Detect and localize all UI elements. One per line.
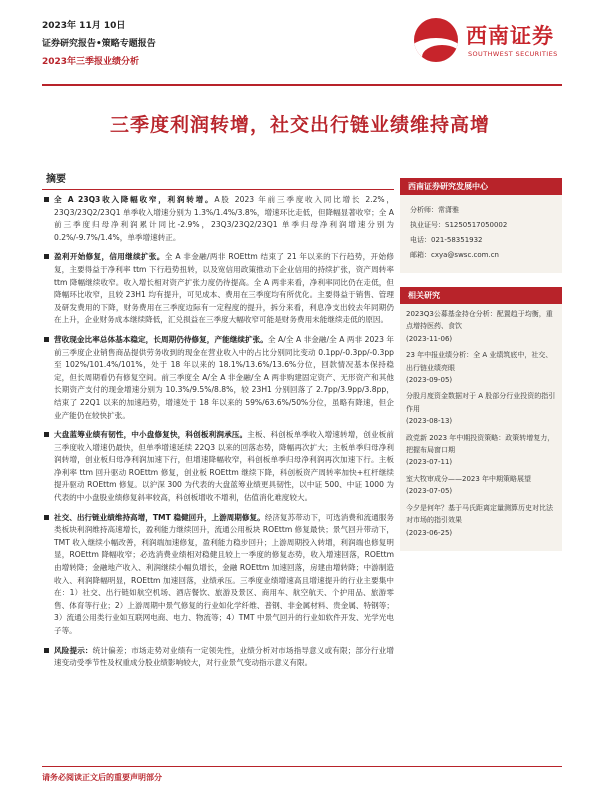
- bullet-lead: 大盘蓝筹业绩有韧性，中小盘修复快，科创板利润承压。: [54, 430, 248, 440]
- abstract-divider: [42, 189, 394, 190]
- related-item-date: (2023-07-05): [406, 487, 453, 496]
- bullet-text: 全 A/全 A 非金融/全 A 两非 2023 年前三季度企业销售商品提供劳务收到的现金在营业收入中的占比分别同比变动 0.1pp/-0.3pp/-0.3pp 至 102%/101.4%/101%，处于 18 年以来的 18.1%/13.6%/13.6%分位，回款情况基本保持稳定，但长周期看仍有修复空间。前三季度全 A/全 A 非金融/全 A 两非购建固定资产、无形资产和其他长期资产支付的现金增速分别为 10.3%/9.5%/8.8%，较 23H1 分别回落了 2.7pp/3.9pp/3.8pp，结束了 22Q1 以来的加速趋势，增速处于 18 年以来的 59%/63.6%/50%分位，虽略有降速，但企业产能仍在较快扩张。: [54, 334, 394, 420]
- abstract-bullet: [42, 334, 394, 422]
- bullet-lead: 营收现金比率总体基本稳定，长周期仍待修复，产能继续扩张。: [54, 334, 268, 344]
- abstract-bullet: [42, 512, 394, 638]
- related-item-date: (2023-07-11): [406, 458, 453, 467]
- bullet-text: 全 A 非金融/两非 ROEttm 结束了 21 年以来的下行趋势，开始修复，主要得益于净利率 ttm 下行趋势扭转，以及宽信用政策推动下企业信用的持续扩张，资产周转率 ttm 降幅继续收窄。收入增长相对资产扩张力度仍待提高。全 A 两非来看，净利率同比仍在走低，但降幅环比收窄，且较 23H1 均有提升，可见成本、费用在三季度均有所优化。主要得益于销售、管理及研发费用的下降，财务费用在三季度边际有一定程度的提升，拆分来看，利息净支出较去年同期仍在上升，企业财务成本继续降低，汇兑损益在三季度大幅收窄可能是财务费用未能继续走低的原因。: [54, 252, 394, 325]
- bullet-square-icon: [44, 432, 49, 437]
- bullet-square-icon: [44, 254, 49, 259]
- logo-name-cn: 西南证券: [466, 23, 554, 48]
- related-heading: 相关研究: [400, 287, 562, 304]
- page-title: 三季度利润转增，社交出行链业绩维持高增: [109, 114, 490, 136]
- report-series: 2023年三季报业绩分析: [42, 57, 140, 67]
- related-item-title: 分股月度资金数据对于 A 股部分行业投资的指引作用: [406, 392, 556, 413]
- report-type: 证券研究报告•策略专题报告: [42, 39, 156, 49]
- bullet-text: 统计偏差；市场走势对业绩有一定领先性，业绩分析对市场指导意义或有限；部分行业增速变动受季节性及权重成分股业绩影响较大，对行业景气变动指示意义有限。: [54, 645, 394, 668]
- bullet-lead: 盈利开始修复，信用继续扩张。: [54, 252, 165, 262]
- report-date: 2023年 11月 10日: [42, 21, 126, 31]
- bullet-square-icon: [44, 648, 49, 653]
- abstract-label: 摘要: [46, 174, 66, 185]
- related-research-item[interactable]: [406, 390, 556, 427]
- related-item-title: 室大牧审成分——2023 年中期策略展望: [406, 474, 532, 483]
- related-research-item[interactable]: [406, 308, 556, 345]
- team-heading: 西南证券研究发展中心: [400, 178, 562, 195]
- abstract-bullet: [42, 645, 394, 670]
- report-header: [42, 14, 562, 84]
- bullet-text: A股 2023 年前三季度收入同比增长 2.2%，23Q3/23Q2/23Q1 单季收入增速分别为 1.3%/1.4%/3.8%，增速环比走低，但降幅显著收窄；全 A 前三季度归母净利润累计同比-2.9%，23Q3/23Q2/23Q1 单季归母净利润增速分别为 0.2%/-9.7%/1.4%，单季增速转正。: [54, 195, 394, 242]
- sidebar: [400, 178, 562, 551]
- related-research-item[interactable]: [406, 473, 556, 498]
- bullet-lead: 全 A 23Q3收入降幅收窄，利润转增。: [54, 195, 215, 204]
- analyst-name: 分析师：常潇雅: [410, 206, 459, 214]
- logo-name-en: SOUTHWEST SECURITIES: [468, 50, 558, 58]
- footer-divider: [42, 766, 562, 767]
- bullet-lead: 社交、出行链业绩维持高增，TMT 稳健回升，上游周期修复。: [54, 512, 265, 522]
- analyst-email-link[interactable]: 邮箱：cxya@swsc.com.cn: [410, 251, 499, 259]
- bullet-lead: 风险提示：: [54, 645, 93, 655]
- abstract-bullet: [42, 429, 394, 505]
- abstract-section: [42, 170, 394, 677]
- analyst-info: [400, 195, 562, 273]
- footer-disclaimer: 请务必阅读正文后的重要声明部分: [42, 773, 162, 782]
- related-item-date: (2023-06-25): [406, 528, 453, 537]
- related-item-title: 2023Q3公募基金持仓分析：配置趋于均衡，重点增持医药、食饮: [406, 310, 553, 331]
- header-divider: [42, 84, 562, 86]
- bullet-square-icon: [44, 515, 49, 520]
- related-item-title: 今夕是何年？基于马氏距离定量测算历史对比法对市场的指引效果: [406, 503, 553, 525]
- related-item-title: 政党新 2023 年中期投资策略：政策转增复力，把握布局窗口期: [406, 433, 555, 455]
- related-item-title: 23 年中报业绩分析：全 A 业绩筑底中，社交、出行链业绩亮眼: [406, 351, 553, 372]
- related-research-list: [400, 304, 562, 551]
- bullet-text: 主板、科创板单季收入增速转增，创业板前三季度收入增速仍最快，但单季增速延续 22Q3 以来的回落态势，降幅再次扩大；主板单季归母净利润转增，创业板归母净利润加速下行，但增速降幅收窄，科创板单季归母净利润再次加速下行。主板净利率 ttm 回升驱动 ROEttm 修复，创业板 ROEttm 继续下降，科创板资产周转率加快+杠杆继续提升驱动 ROEttm 修复。以沪深 300 为代表的大盘蓝筹业绩更具韧性，以中证 500、中证 1000 为代表的中小盘股业绩修复斜率较高，科创板增收不增利，估值消化难度较大。: [54, 430, 395, 503]
- related-research-item[interactable]: [406, 349, 556, 386]
- bullet-square-icon: [44, 197, 49, 202]
- analyst-phone: 电话：021-58351932: [410, 236, 483, 244]
- related-research-item[interactable]: [406, 502, 556, 539]
- abstract-bullet: [42, 194, 394, 244]
- logo-wave-icon: [414, 18, 458, 62]
- related-research-item[interactable]: [406, 432, 556, 469]
- related-item-date: (2023-08-13): [406, 417, 453, 426]
- abstract-bullet: [42, 251, 394, 327]
- company-logo: [414, 16, 574, 68]
- analyst-license: 执业证号：S1250517050002: [410, 221, 508, 229]
- related-item-date: (2023-11-06): [406, 334, 453, 343]
- bullet-text: 经济复苏带动下，可选消费和流通服务类板块利润维持高速增长，盈利能力继续回升，流通公用板块 ROEttm 修复最快；景气回升带动下，TMT 收入继续小幅改善，利润端加速修复，盈利能力稳步回升；上游周期投入转增，利润端也修复明显，ROEttm 降幅收窄；必选消费业绩相对稳健且较上一季度的修复态势，收入增速回落，ROEttm 由增转降；金融地产收入、利润继续小幅负增长，金融 ROEttm 加速回落，房建由增转降；中游制造收入、利润降幅明显，ROEttm 加速回落，业绩承压。三季度业绩增速高且增速提升的行业主要集中在：1）社交、出行链如航空机场、酒店餐饮、旅游及景区、商用车、航空航天、个护用品、旅游零售、体育等行业；2）上游周期中景气修复的行业如化学纤维、普钢、非金属材料、贵金属、特钢等；3）流通公用类行业如互联网电商、电力、物流等；4）TMT 中景气回升的行业如软件开发、光学光电子等。: [54, 512, 395, 635]
- bullet-square-icon: [44, 337, 49, 342]
- related-item-date: (2023-09-05): [406, 376, 453, 385]
